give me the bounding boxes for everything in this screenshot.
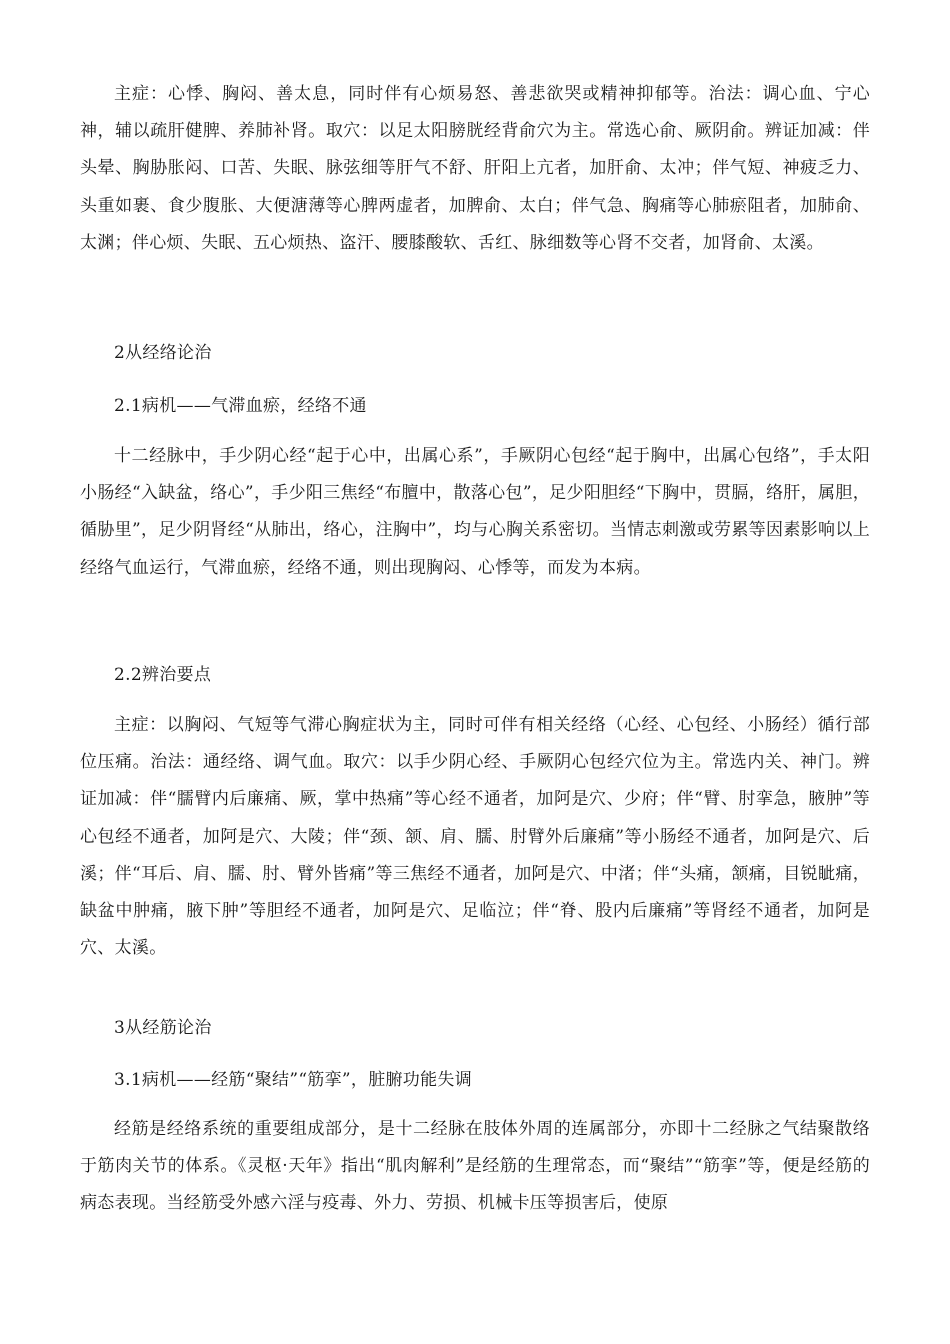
- paragraph-main-symptoms-heart: 主症：心悸、胸闷、善太息，同时伴有心烦易怒、善悲欲哭或精神抑郁等。治法：调心血、宁心神，辅以疏肝健脾、养肺补肾。取穴：以足太阳膀胱经背俞穴为主。常选心俞、厥阴俞。辨证加减：伴头晕、胸胁胀闷、口苦、失眠、脉弦细等肝气不舒、肝阳上亢者，加肝俞、太冲；伴气短、神疲乏力、头重如裹、食少腹胀、大便溏薄等心脾两虚者，加脾俞、太白；伴气急、胸痛等心肺瘀阻者，加肺俞、太渊；伴心烦、失眠、五心烦热、盗汗、腰膝酸软、舌红、脉细数等心肾不交者，加肾俞、太溪。: [80, 84, 870, 253]
- paragraph-meridian-treatment: 主症：以胸闷、气短等气滞心胸症状为主，同时可伴有相关经络（心经、心包经、小肠经）循行部位压痛。治法：通经络、调气血。取穴：以手少阴心经、手厥阴心包经穴位为主。常选内关、神门。辨证加减：伴“臑臂内后廉痛、厥，掌中热痛”等心经不通者，加阿是穴、少府；伴“臂、肘挛急，腋肿”等心包经不通者，加阿是穴、大陵；伴“颈、颔、肩、臑、肘臂外后廉痛”等小肠经不通者，加阿是穴、后溪；伴“耳后、肩、臑、肘、臂外皆痛”等三焦经不通者，加阿是穴、中渚；伴“头痛，颔痛，目锐眦痛，缺盆中肿痛，腋下肿”等胆经不通者，加阿是穴、足临泣；伴“脊、股内后廉痛”等肾经不通者，加阿是穴、太溪。: [80, 715, 870, 959]
- subsection-heading-2-2: 2.2辨治要点: [114, 665, 212, 685]
- subsection-heading-3-1: 3.1病机——经筋“聚结”“筋挛”，脏腑功能失调: [114, 1070, 472, 1090]
- subsection-heading-2-1: 2.1病机——气滞血瘀，经络不通: [114, 396, 367, 416]
- paragraph-meridian-pathology: 十二经脉中，手少阴心经“起于心中，出属心系”，手厥阴心包经“起于胸中，出属心包络”，手太阳小肠经“入缺盆，络心”，手少阳三焦经“布膻中，散落心包”，足少阳胆经“下胸中，贯膈，络肝，属胆，循胁里”，足少阴肾经“从肺出，络心，注胸中”，均与心胸关系密切。当情志刺激或劳累等因素影响以上经络气血运行，气滞血瘀，经络不通，则出现胸闷、心悸等，而发为本病。: [80, 446, 870, 578]
- section-heading-3: 3从经筋论治: [114, 1018, 212, 1038]
- section-heading-2: 2从经络论治: [114, 343, 212, 363]
- paragraph-sinew-channels: 经筋是经络系统的重要组成部分，是十二经脉在肢体外周的连属部分，亦即十二经脉之气结聚散络于筋肉关节的体系。《灵枢·天年》指出“肌肉解利”是经筋的生理常态，而“聚结”“筋挛”等，便是经筋的病态表现。当经筋受外感六淫与疫毒、外力、劳损、机械卡压等损害后，使原: [80, 1119, 870, 1214]
